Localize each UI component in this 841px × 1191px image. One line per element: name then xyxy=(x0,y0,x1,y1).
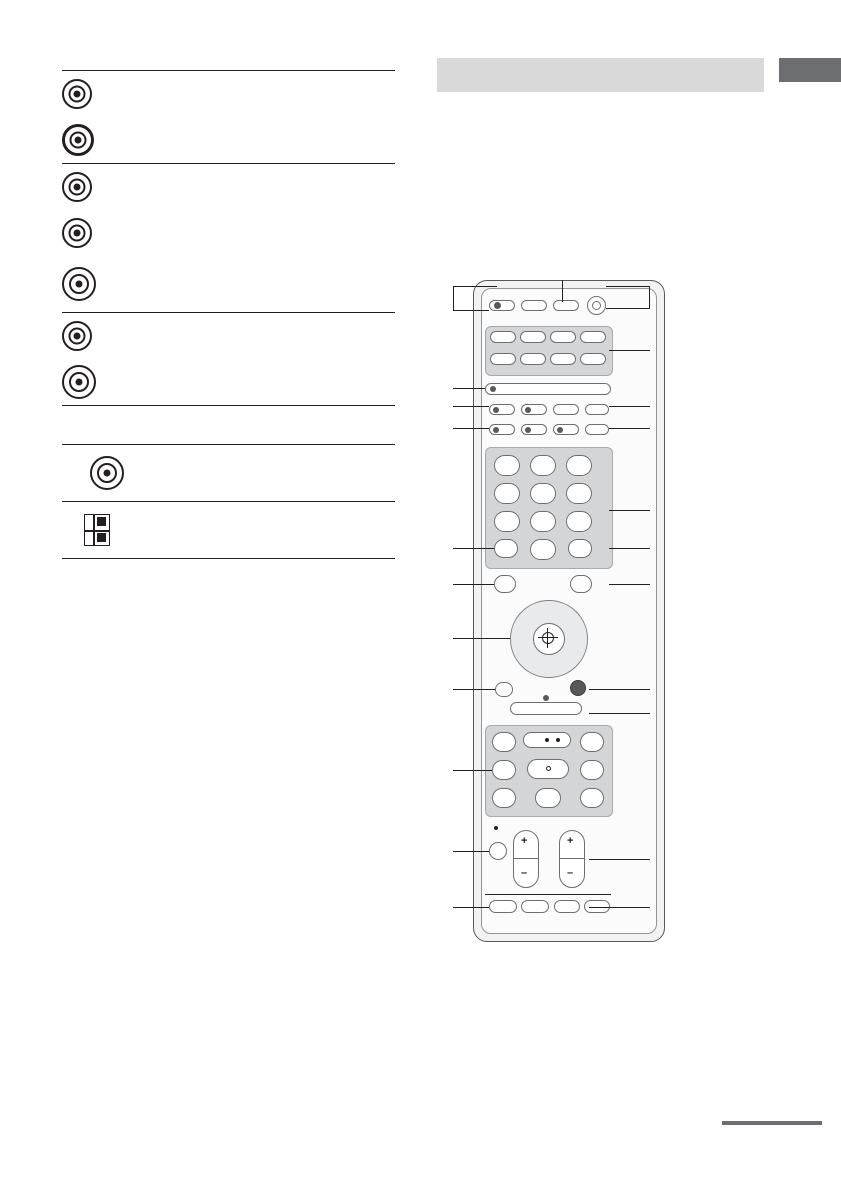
key-1[interactable] xyxy=(494,455,520,476)
source-button-4[interactable] xyxy=(580,331,606,343)
leader-line-left-12 xyxy=(453,907,489,908)
rowA-dot-1 xyxy=(493,407,499,413)
list-item xyxy=(62,117,395,163)
rowB-dot-1 xyxy=(493,427,499,433)
long-bar-dot xyxy=(543,695,549,701)
source-button-3[interactable] xyxy=(550,331,576,343)
connector-list xyxy=(62,70,395,559)
key-4[interactable] xyxy=(494,483,520,504)
leader-vertical-right xyxy=(649,286,650,308)
connector-group-1 xyxy=(62,71,395,163)
transport-dot-b xyxy=(556,738,560,742)
button-rowA-3[interactable] xyxy=(553,404,579,415)
key-3[interactable] xyxy=(566,455,592,476)
leader-line-left-2 xyxy=(453,310,489,311)
source-button-6[interactable] xyxy=(520,353,546,365)
list-item xyxy=(62,445,395,501)
button-mid-right[interactable] xyxy=(570,575,592,593)
button-under-numeric-left[interactable] xyxy=(494,539,518,558)
connector-group-2 xyxy=(62,164,395,312)
list-item xyxy=(62,502,395,558)
button-below-dpad-right[interactable] xyxy=(570,680,586,696)
page-corner-tab xyxy=(779,58,841,82)
channel-minus-label: – xyxy=(567,867,574,879)
section-header-bar xyxy=(437,58,764,92)
jack-icon xyxy=(62,124,94,156)
button-bottom-2[interactable] xyxy=(521,900,549,913)
button-wide-bar[interactable] xyxy=(485,383,611,395)
remote-control-illustration xyxy=(437,270,767,950)
button-mid-left[interactable] xyxy=(494,575,516,593)
leader-line-left-3 xyxy=(453,388,485,389)
key-9[interactable] xyxy=(566,511,592,532)
key-6[interactable] xyxy=(566,483,592,504)
transport-button-4[interactable] xyxy=(492,760,516,780)
button-rowA-4[interactable] xyxy=(585,404,609,415)
jack-icon xyxy=(62,365,96,399)
list-item xyxy=(62,71,395,117)
source-button-2[interactable] xyxy=(520,331,546,343)
list-item xyxy=(62,359,395,405)
button-bottom-3[interactable] xyxy=(554,900,580,913)
source-button-7[interactable] xyxy=(550,353,576,365)
button-top-1[interactable] xyxy=(489,300,515,311)
button-top-2[interactable] xyxy=(521,300,547,311)
connector-group-4 xyxy=(62,445,395,501)
key-8[interactable] xyxy=(530,511,556,532)
list-item xyxy=(62,256,395,312)
bottom-group-line-right xyxy=(551,894,611,895)
jack-icon xyxy=(62,218,92,248)
connector-block-icon xyxy=(84,514,110,546)
divider xyxy=(62,558,395,559)
leader-vertical-top xyxy=(562,280,563,302)
leader-line-left-10 xyxy=(453,770,492,771)
connector-group-5 xyxy=(62,502,395,558)
jack-icon xyxy=(62,321,92,351)
button-top-3[interactable] xyxy=(553,300,579,311)
leader-line-left-1 xyxy=(453,286,497,287)
mute-indicator-dot xyxy=(494,826,498,830)
mute-button[interactable] xyxy=(489,842,507,860)
leader-line-right-6 xyxy=(609,510,650,511)
source-button-5[interactable] xyxy=(490,353,516,365)
leader-line-left-7 xyxy=(453,584,494,585)
transport-button-8[interactable] xyxy=(535,788,561,808)
connector-group-3 xyxy=(62,313,395,405)
transport-button-3[interactable] xyxy=(580,732,604,752)
key-2[interactable] xyxy=(530,455,556,476)
leader-line-right-2 xyxy=(606,308,650,309)
key-7[interactable] xyxy=(494,511,520,532)
dpad-center-ring xyxy=(542,632,554,644)
button-bottom-1[interactable] xyxy=(489,900,517,913)
jack-icon xyxy=(62,267,96,301)
leader-line-left-6 xyxy=(453,548,494,549)
volume-minus-label: – xyxy=(521,867,528,879)
source-button-1[interactable] xyxy=(490,331,516,343)
spacer xyxy=(62,406,395,444)
leader-vertical-left xyxy=(453,286,454,310)
leader-line-right-3 xyxy=(609,350,650,351)
transport-button-7[interactable] xyxy=(492,788,516,808)
leader-line-right-9 xyxy=(589,689,650,690)
leader-line-left-8 xyxy=(453,638,510,639)
button-long-bar[interactable] xyxy=(510,702,582,715)
volume-plus-label: + xyxy=(521,835,528,847)
indicator-dot xyxy=(494,302,501,309)
leader-line-right-8 xyxy=(609,584,650,585)
leader-line-right-11 xyxy=(589,859,650,860)
rowB-dot-2 xyxy=(525,427,531,433)
jack-icon xyxy=(62,79,92,109)
leader-line-right-1 xyxy=(606,286,650,287)
leader-line-right-4 xyxy=(609,406,650,407)
wide-bar-dot xyxy=(490,386,496,392)
leader-line-right-5 xyxy=(609,428,650,429)
transport-button-9[interactable] xyxy=(580,788,604,808)
jack-icon xyxy=(90,456,124,490)
bottom-group-line-left xyxy=(485,894,553,895)
channel-plus-label: + xyxy=(567,835,574,847)
button-rowB-4[interactable] xyxy=(585,424,609,435)
rowA-dot-2 xyxy=(525,407,531,413)
button-under-numeric-right[interactable] xyxy=(568,539,592,558)
power-inner-icon xyxy=(592,301,601,310)
leader-line-right-10 xyxy=(589,713,650,714)
list-item xyxy=(62,164,395,210)
channel-rocker-divider xyxy=(559,858,585,859)
transport-button-6[interactable] xyxy=(580,760,604,780)
volume-rocker-divider xyxy=(513,858,539,859)
leader-line-left-11 xyxy=(453,851,489,852)
leader-line-left-4 xyxy=(453,406,489,407)
source-button-8[interactable] xyxy=(580,353,606,365)
leader-line-right-7 xyxy=(609,548,650,549)
key-0[interactable] xyxy=(530,539,556,560)
leader-line-left-5 xyxy=(453,428,489,429)
jack-icon xyxy=(62,172,92,202)
leader-line-left-9 xyxy=(453,689,495,690)
leader-line-right-12 xyxy=(589,907,650,908)
transport-button-1[interactable] xyxy=(492,732,516,752)
key-5[interactable] xyxy=(530,483,556,504)
list-item xyxy=(62,313,395,359)
rowB-dot-3 xyxy=(557,427,563,433)
footer-rule xyxy=(722,1121,822,1125)
list-item xyxy=(62,210,395,256)
button-below-dpad-left[interactable] xyxy=(495,682,513,697)
transport-dot-a xyxy=(545,738,549,742)
